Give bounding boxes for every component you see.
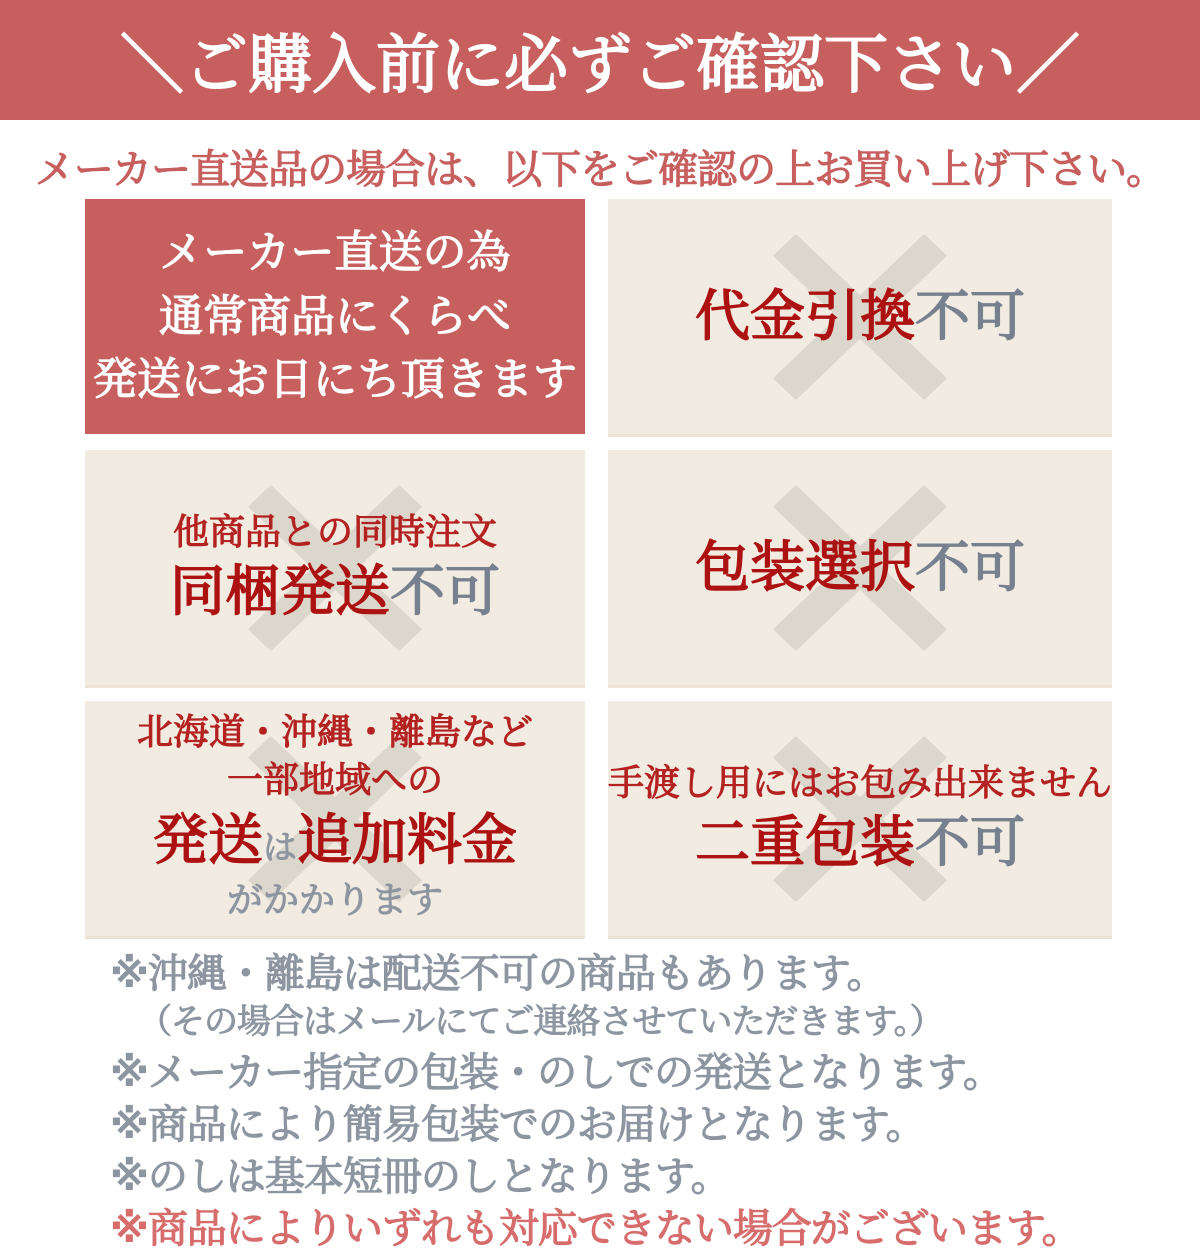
footnotes (0, 952, 1200, 1251)
cod-label (695, 282, 1025, 351)
notice-grid (0, 199, 1200, 939)
info-box-double-wrap-not-available (608, 701, 1112, 939)
region-line-1: 北海道・沖縄・離島など (136, 711, 533, 753)
wrap-select-label-red: 包装選択 (694, 535, 915, 600)
double-wrap-note: 手渡し用にはお包み出来ません (607, 762, 1112, 804)
region-line-2: 一部地域への (226, 760, 443, 802)
double-wrap-label-gray: 不可 (914, 810, 1025, 875)
region-fee-particle: は (262, 827, 297, 868)
bundle-label-red: 同梱発送 (169, 559, 390, 624)
bundle-label (170, 557, 500, 626)
region-fee-label (153, 806, 517, 875)
direct-shipping-line-3: 発送にお日にち頂きます (92, 354, 577, 406)
wrap-select-label-gray: 不可 (914, 535, 1025, 600)
info-box-bundle-not-available (85, 450, 585, 688)
info-box-region-extra-fee (85, 701, 585, 939)
region-fee-big-2: 追加料金 (296, 807, 517, 872)
direct-shipping-line-2: 通常商品にくらべ (158, 290, 511, 342)
footnote-email-contact: （その場合はメールにてご連絡させていただきます。） (138, 1002, 943, 1042)
cod-label-gray: 不可 (914, 284, 1025, 349)
bundle-note: 他商品との同時注文 (172, 511, 497, 553)
double-wrap-label-red: 二重包装 (694, 810, 915, 875)
bundle-label-gray: 不可 (389, 559, 500, 624)
region-fee-tail: がかかります (226, 880, 443, 922)
info-box-direct-shipping (85, 199, 585, 434)
region-fee-big-1: 発送 (152, 807, 263, 872)
footnote-noshi: ※のしは基本短冊のしとなります。 (110, 1154, 730, 1201)
cod-label-red: 代金引換 (694, 284, 915, 349)
footnote-not-supported: ※商品によりいずれも対応できない場合がございます。 (110, 1206, 1081, 1252)
footnote-simple-wrap: ※商品により簡易包装でのお届けとなります。 (110, 1102, 925, 1149)
info-box-wrap-select-not-available (608, 450, 1112, 688)
info-box-cod-not-available (608, 199, 1112, 437)
page-title: ＼ご購入前に必ずご確認下さい／ (0, 0, 1200, 120)
footnote-okinawa: ※沖縄・離島は配送不可の商品もあります。 (110, 951, 886, 997)
footnote-maker-wrap: ※メーカー指定の包装・のしでの発送となります。 (110, 1050, 1002, 1097)
double-wrap-label (695, 808, 1025, 877)
subtitle-text: メーカー直送品の場合は、以下をご確認の上お買い上げ下さい。 (34, 146, 1166, 193)
direct-shipping-line-1: メーカー直送の為 (159, 226, 511, 278)
wrap-select-label (695, 533, 1025, 602)
